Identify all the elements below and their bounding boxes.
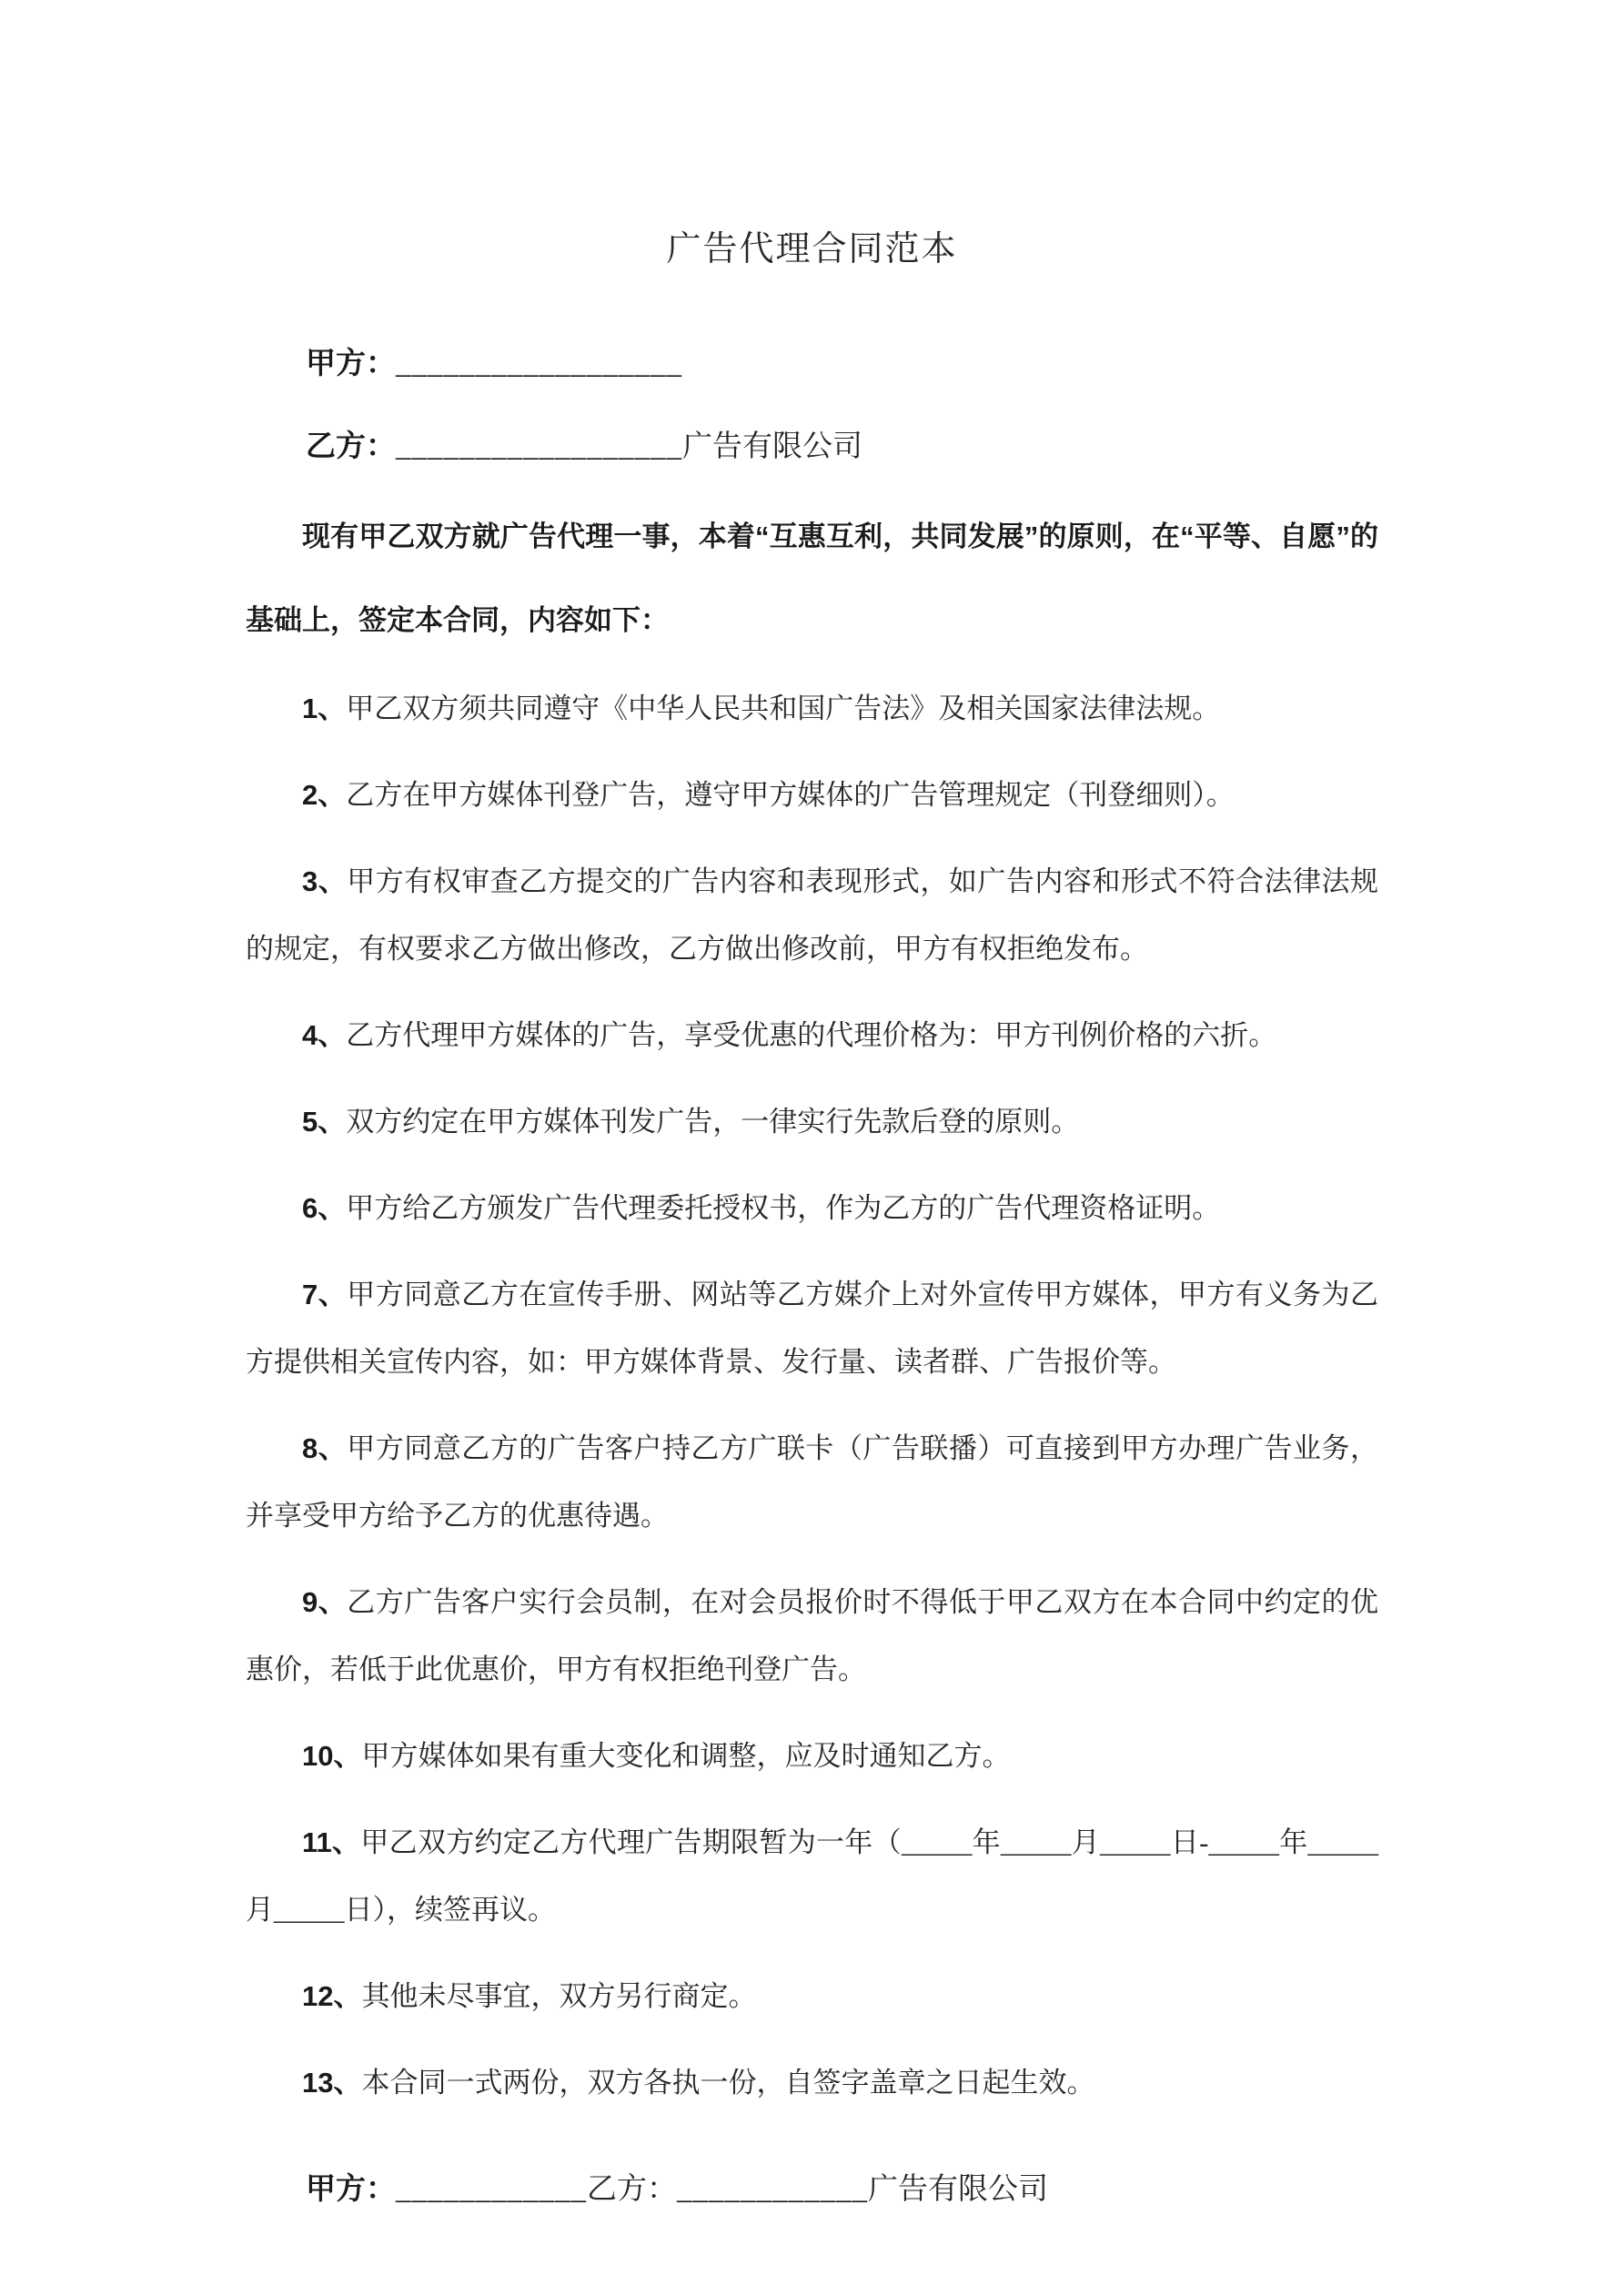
- party-a-blank: __________________: [396, 348, 682, 380]
- clause-5-text: 双方约定在甲方媒体刊发广告，一律实行先款后登的原则。: [346, 1106, 1080, 1138]
- footer-party-a-label: 甲方：: [306, 2171, 396, 2205]
- clause-5: [246, 1088, 1378, 1156]
- clause-2-number: 2、: [302, 779, 347, 811]
- clause-7-number: 7、: [302, 1279, 348, 1310]
- signature-line: [246, 2155, 1378, 2223]
- clause-12-number: 12、: [302, 1980, 362, 2012]
- clause-8: [246, 1415, 1378, 1550]
- clause-10-text: 甲方媒体如果有重大变化和调整，应及时通知乙方。: [361, 1740, 1011, 1772]
- clause-10: [246, 1723, 1378, 1790]
- clause-4-text: 乙方代理甲方媒体的广告，享受优惠的代理价格为：甲方刊例价格的六折。: [346, 1019, 1277, 1051]
- clause-4: [246, 1002, 1378, 1069]
- clause-9-text: 乙方广告客户实行会员制，在对会员报价时不得低于甲乙双方在本合同中约定的优惠价，若低于此优惠价，甲方有权拒绝刊登广告。: [246, 1586, 1378, 1685]
- clause-2: [246, 762, 1378, 829]
- clause-1: [246, 675, 1378, 743]
- clause-1-text: 甲乙双方须共同遵守《中华人民共和国广告法》及相关国家法律法规。: [346, 693, 1221, 724]
- clause-8-text: 甲方同意乙方的广告客户持乙方广联卡（广告联播）可直接到甲方办理广告业务，并享受甲方给予乙方的优惠待遇。: [246, 1432, 1378, 1532]
- party-b-label: 乙方：: [306, 429, 396, 462]
- clause-10-number: 10、: [302, 1740, 362, 1772]
- clause-11-number: 11、: [302, 1826, 361, 1858]
- clause-13-text: 本合同一式两份，双方各执一份，自签字盖章之日起生效。: [361, 2067, 1095, 2099]
- clause-6: [246, 1175, 1378, 1242]
- clause-3: [246, 848, 1378, 983]
- party-a-label: 甲方：: [306, 346, 396, 379]
- clause-7-text: 甲方同意乙方在宣传手册、网站等乙方媒介上对外宣传甲方媒体，甲方有义务为乙方提供相关宣传内容，如：甲方媒体背景、发行量、读者群、广告报价等。: [246, 1279, 1378, 1378]
- clause-13: [246, 2049, 1378, 2117]
- clause-2-text: 乙方在甲方媒体刊登广告，遵守甲方媒体的广告管理规定（刊登细则）。: [346, 779, 1235, 811]
- clause-8-number: 8、: [302, 1432, 348, 1464]
- party-b-line: [246, 412, 1378, 480]
- intro-paragraph: 现有甲乙双方就广告代理一事，本着“互惠互利，共同发展”的原则，在“平等、自愿”的基础上，签定本合同，内容如下：: [246, 521, 1378, 636]
- party-a-line: [246, 329, 1378, 398]
- party-b-company-suffix: 广告有限公司: [682, 430, 862, 463]
- clause-3-number: 3、: [302, 865, 348, 897]
- clause-3-text: 甲方有权审查乙方提交的广告内容和表现形式，如广告内容和形式不符合法律法规的规定，有权要求乙方做出修改，乙方做出修改前，甲方有权拒绝发布。: [246, 865, 1378, 965]
- clause-4-number: 4、: [302, 1019, 347, 1051]
- footer-party-b-label: 乙方：: [587, 2173, 677, 2206]
- clause-7: [246, 1261, 1378, 1396]
- clause-9: [246, 1569, 1378, 1704]
- clause-12-text: 其他未尽事宜，双方另行商定。: [361, 1980, 757, 2012]
- clause-13-number: 13、: [302, 2067, 362, 2099]
- clause-5-number: 5、: [302, 1106, 347, 1138]
- clause-1-number: 1、: [302, 693, 347, 724]
- footer-party-b-blank: ____________: [677, 2173, 868, 2206]
- clause-11: [246, 1809, 1378, 1944]
- clause-9-number: 9、: [302, 1586, 348, 1618]
- footer-company-suffix: 广告有限公司: [868, 2173, 1048, 2206]
- clause-6-number: 6、: [302, 1192, 347, 1224]
- clause-6-text: 甲方给乙方颁发广告代理委托授权书，作为乙方的广告代理资格证明。: [346, 1192, 1221, 1224]
- party-b-blank: __________________: [396, 430, 682, 463]
- clause-11-text: 甲乙双方约定乙方代理广告期限暂为一年（_____年_____月_____日-_____年_____月_____日），续签再议。: [246, 1826, 1378, 1926]
- footer-party-a-blank: ____________: [396, 2173, 587, 2206]
- document-title: 广告代理合同范本: [666, 230, 958, 268]
- clause-12: [246, 1963, 1378, 2030]
